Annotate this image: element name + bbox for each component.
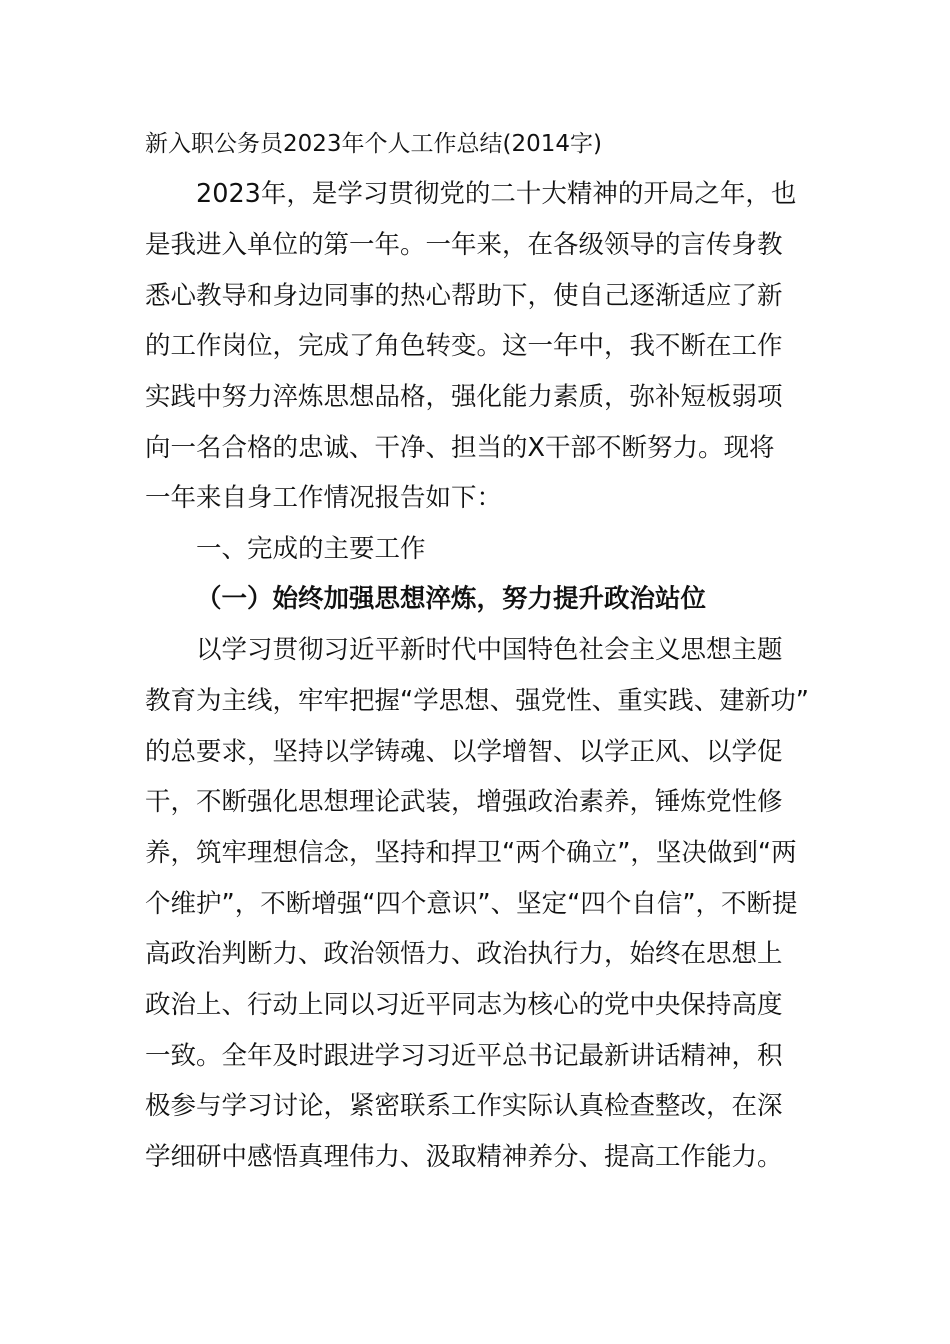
intro-line-1: 2023年，是学习贯彻党的二十大精神的开局之年，也 <box>196 179 797 209</box>
section-heading: 一、完成的主要工作 <box>196 534 426 564</box>
body-line-1: 以学习贯彻习近平新时代中国特色社会主义思想主题 <box>196 635 783 665</box>
intro-line-2: 是我进入单位的第一年。一年来，在各级领导的言传身教 <box>145 230 783 260</box>
intro-line-5: 实践中努力淬炼思想品格，强化能力素质，弥补短板弱项 <box>145 382 783 412</box>
body-line-6: 个维护”，不断增强“四个意识”、坚定“四个自信”，不断提 <box>145 889 798 919</box>
intro-line-4: 的工作岗位，完成了角色转变。这一年中，我不断在工作 <box>145 331 783 361</box>
body-line-7: 高政治判断力、政治领悟力、政治执行力，始终在思想上 <box>145 939 783 969</box>
body-line-2: 教育为主线，牢牢把握“学思想、强党性、重实践、建新功” <box>145 686 809 716</box>
body-line-10: 极参与学习讨论，紧密联系工作实际认真检查整改，在深 <box>145 1091 783 1121</box>
body-line-3: 的总要求，坚持以学铸魂、以学增智、以学正风、以学促 <box>145 737 783 767</box>
body-line-5: 养，筑牢理想信念，坚持和捍卫“两个确立”，坚决做到“两 <box>145 838 797 868</box>
body-line-4: 干，不断强化思想理论武装，增强政治素养，锤炼党性修 <box>145 787 783 817</box>
document-title: 新入职公务员2023年个人工作总结(2014字) <box>145 131 603 157</box>
body-line-8: 政治上、行动上同以习近平同志为核心的党中央保持高度 <box>145 990 783 1020</box>
intro-line-6: 向一名合格的忠诚、干净、担当的X干部不断努力。现将 <box>145 433 775 463</box>
intro-line-3: 悉心教导和身边同事的热心帮助下，使自己逐渐适应了新 <box>145 281 783 311</box>
intro-line-7: 一年来自身工作情况报告如下： <box>145 483 503 513</box>
subsection-heading: （一）始终加强思想淬炼，努力提升政治站位 <box>196 584 707 614</box>
body-line-11: 学细研中感悟真理伟力、汲取精神养分、提高工作能力。 <box>145 1142 783 1172</box>
body-line-9: 一致。全年及时跟进学习习近平总书记最新讲话精神，积 <box>145 1041 783 1071</box>
